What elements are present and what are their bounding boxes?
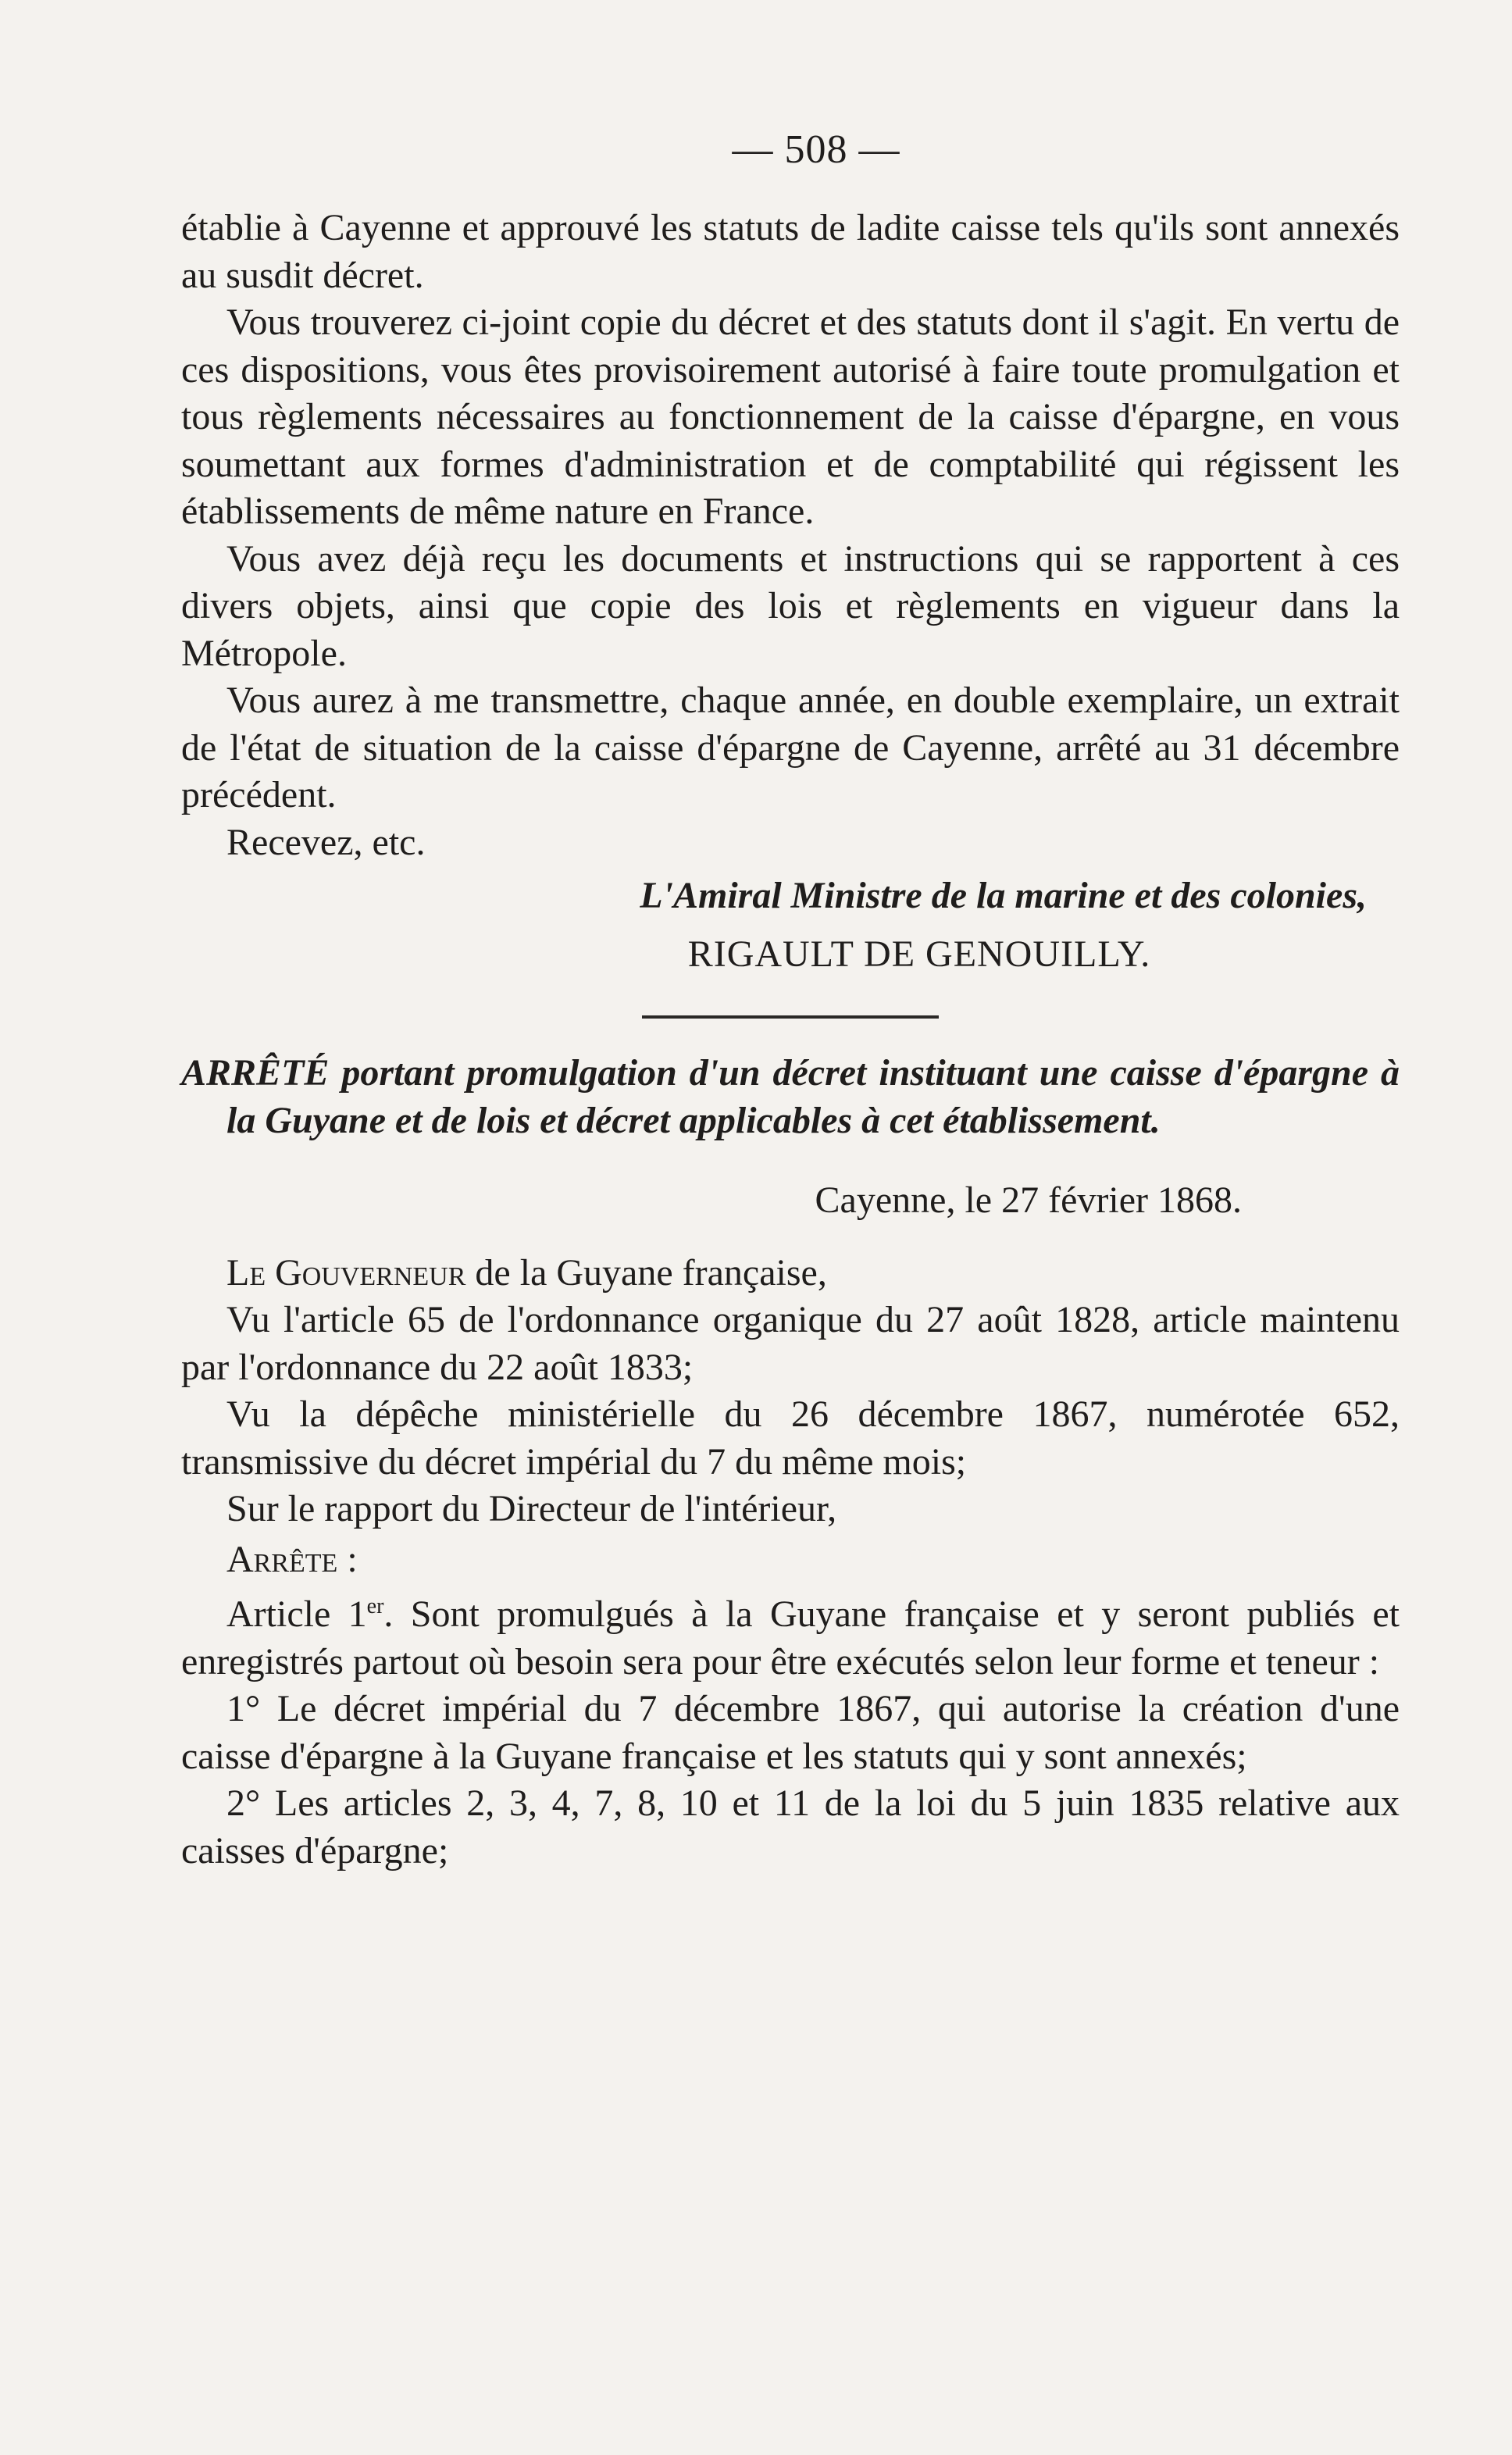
paragraph-documents: Vous avez déjà reçu les documents et instructions qui se rapportent à ces divers objets, ainsi que copie des lois et règlements en vigueur dans la Métropole. bbox=[181, 537, 1400, 674]
list-item-decree: 1° Le décret impérial du 7 décembre 1867, qui autorise la création d'une caisse d'épargne à la Guyane française et les statuts qui y sont annexés; bbox=[181, 1688, 1400, 1777]
sur-rapport: Sur le rapport du Directeur de l'intérieur, bbox=[226, 1488, 837, 1529]
arrete-heading: ARRÊTÉ portant promulgation d'un décret instituant une caisse d'épargne à la Guyane et de lois et décret applicables à cet établissement. bbox=[181, 1052, 1400, 1141]
article-1-label: Article 1 bbox=[226, 1593, 367, 1635]
paragraph-annual-report: Vous aurez à me transmettre, chaque année, en double exemplaire, un extrait de l'état de situation de la caisse d'épargne de Cayenne, arrêté au 31 décembre précédent. bbox=[181, 680, 1400, 815]
vu-ordonnance: Vu l'article 65 de l'ordonnance organique du 27 août 1828, article maintenu par l'ordonnance du 22 août 1833; bbox=[181, 1299, 1400, 1388]
arrete-date: Cayenne, le 27 février 1868. bbox=[815, 1179, 1242, 1221]
paragraph-decree-copy: Vous trouverez ci-joint copie du décret et des statuts dont il s'agit. En vertu de ces dispositions, vous êtes provisoirement autorisé à faire toute promulgation et tous règlements nécessaires au fonctionnement de la caisse d'épargne, en vous soumettant aux formes d'administration et de comptabilité qui régissent les établissements de même nature en France. bbox=[181, 302, 1400, 532]
arrete-label: Arrête : bbox=[226, 1538, 358, 1580]
paragraph-continuation: établie à Cayenne et approuvé les statuts de ladite caisse tels qu'ils sont annexés au susdit décret. bbox=[181, 207, 1400, 296]
page-body bbox=[181, 205, 1400, 1875]
page-number: — 508 — bbox=[732, 127, 900, 172]
governor-rest: de la Guyane française, bbox=[465, 1251, 827, 1294]
article-1-text: . Sont promulgués à la Guyane française et y seront publiés et enregistrés partout où besoin sera pour être exécutés selon leur forme et teneur : bbox=[181, 1593, 1400, 1682]
vu-depeche: Vu la dépêche ministérielle du 26 décembre 1867, numérotée 652, transmissive du décret impérial du 7 du même mois; bbox=[181, 1393, 1400, 1483]
section-divider bbox=[642, 1015, 939, 1019]
governor-line bbox=[181, 1250, 1400, 1297]
signature-title: L'Amiral Ministre de la marine et des colonies, bbox=[640, 875, 1367, 916]
list-item-law: 2° Les articles 2, 3, 4, 7, 8, 10 et 11 de la loi du 5 juin 1835 relative aux caisses d'épargne; bbox=[181, 1782, 1400, 1872]
signature-name: RIGAULT DE GENOUILLY. bbox=[687, 933, 1151, 975]
article-1 bbox=[181, 1583, 1400, 1686]
governor-title: Le Gouverneur bbox=[226, 1251, 466, 1294]
article-1-superscript: er bbox=[366, 1594, 384, 1618]
paragraph-closing: Recevez, etc. bbox=[226, 821, 426, 863]
